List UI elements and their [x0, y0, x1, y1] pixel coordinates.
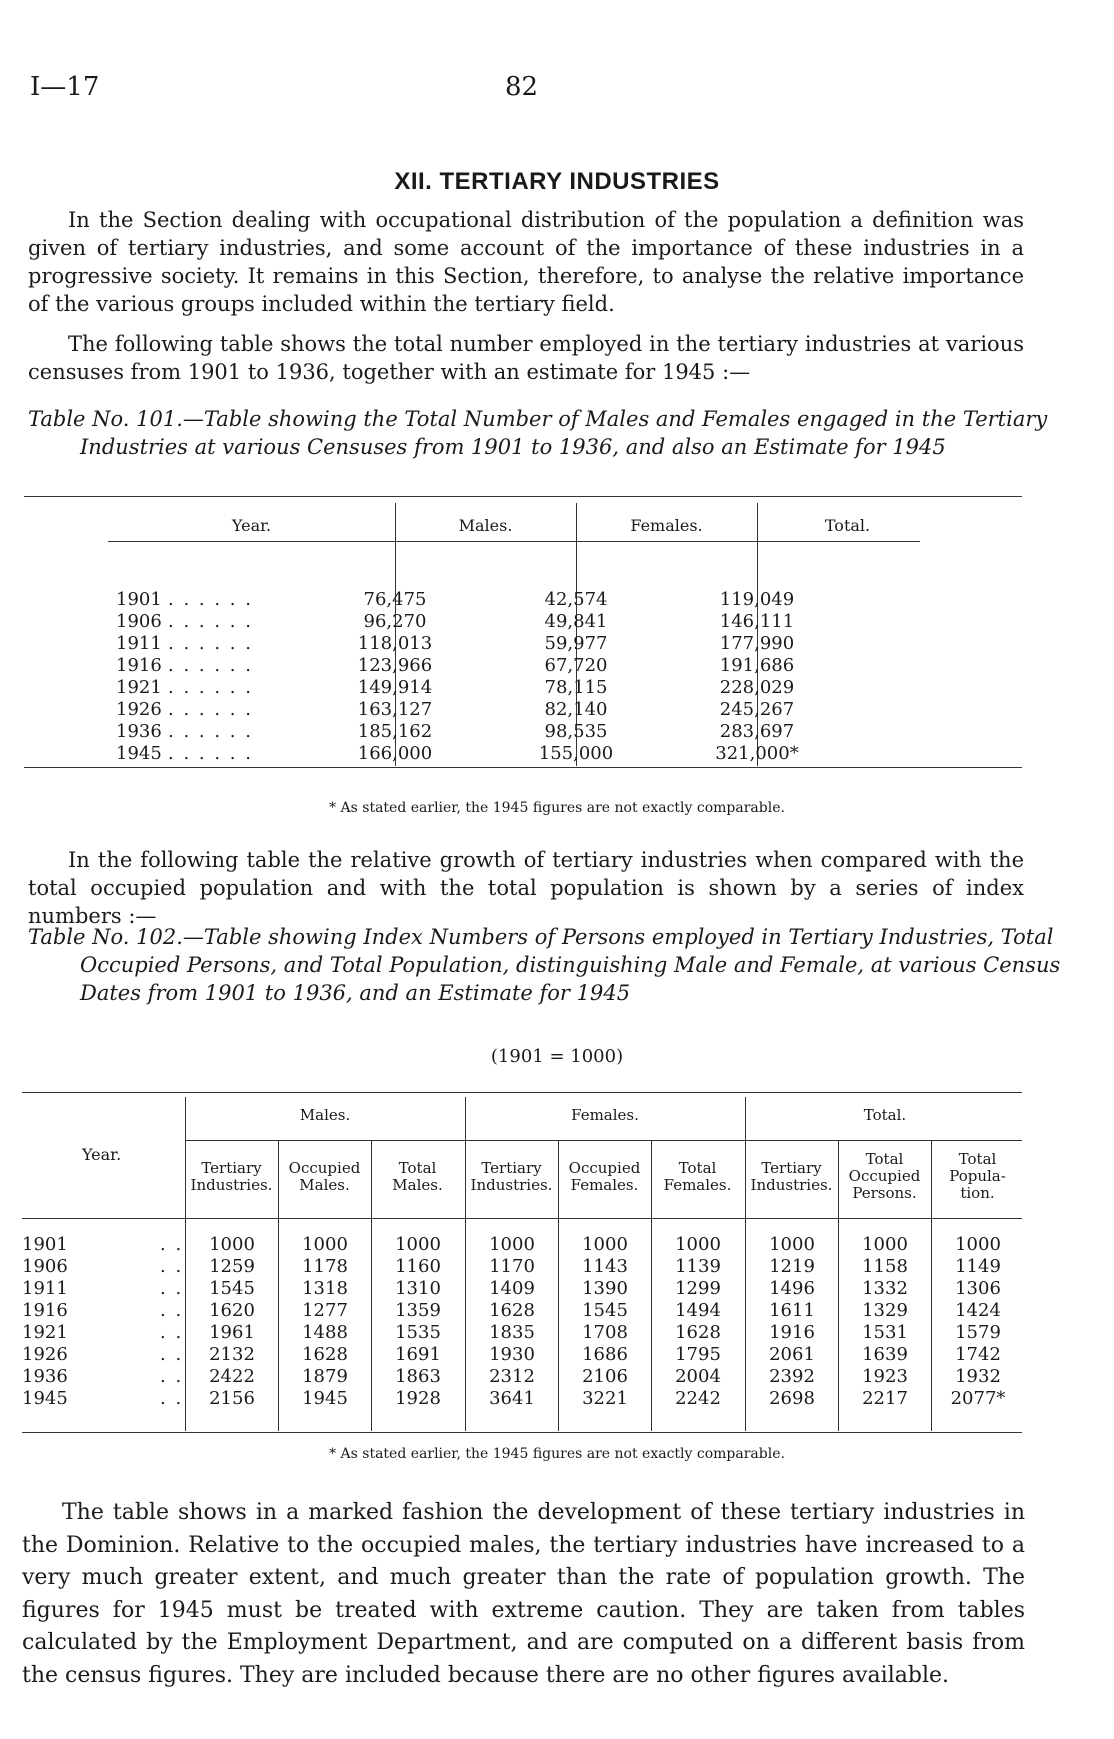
index-cell: 1545	[209, 1278, 255, 1299]
table-row	[22, 1256, 1022, 1278]
table1-header-males: Males.	[458, 516, 513, 535]
table-row	[108, 655, 920, 677]
index-cell: 1000	[489, 1234, 535, 1255]
index-cell: 1306	[955, 1278, 1001, 1299]
leader-dots: . .	[160, 1344, 184, 1365]
total-cell: 321,000*	[715, 743, 799, 764]
index-cell: 1686	[582, 1344, 628, 1365]
total-cell: 245,267	[719, 699, 795, 720]
index-cell: 1930	[489, 1344, 535, 1365]
index-cell: 2242	[675, 1388, 721, 1409]
year-cell: 1906	[116, 611, 162, 632]
females-cell: 155,000	[538, 743, 614, 764]
females-cell: 67,720	[544, 655, 608, 676]
leader-dots: . .	[160, 1278, 184, 1299]
leader-dots: . . . . . .	[168, 677, 253, 698]
table1-header-females: Females.	[630, 516, 703, 535]
leader-dots: . . . . . .	[168, 589, 253, 610]
index-cell: 1835	[489, 1322, 535, 1343]
table1-header-rule	[108, 541, 920, 542]
index-cell: 1795	[675, 1344, 721, 1365]
table-row	[108, 743, 920, 765]
table2-subheader: Tertiary Industries.	[190, 1159, 273, 1194]
index-cell: 1863	[395, 1366, 441, 1387]
index-cell: 1639	[862, 1344, 908, 1365]
table-row	[108, 633, 920, 655]
index-cell: 1708	[582, 1322, 628, 1343]
index-cell: 1620	[209, 1300, 255, 1321]
index-cell: 1879	[302, 1366, 348, 1387]
males-cell: 185,162	[357, 721, 433, 742]
year-cell: 1916	[116, 655, 162, 676]
index-cell: 1000	[302, 1234, 348, 1255]
year-cell: 1926	[22, 1344, 68, 1365]
section-title: XII. TERTIARY INDUSTRIES	[394, 168, 720, 195]
index-cell: 2106	[582, 1366, 628, 1387]
total-cell: 177,990	[719, 633, 795, 654]
index-cell: 1923	[862, 1366, 908, 1387]
intro-paragraph: In the Section dealing with occupational distribution of the population a definition was given of tertiary industries, and some account of the importance of these industries in a progressive society. It remains in this Section, therefore, to analyse the relative importance of the various groups included within the tertiary field.	[28, 208, 1024, 316]
leader-dots: . .	[160, 1322, 184, 1343]
males-cell: 149,914	[357, 677, 433, 698]
index-cell: 1259	[209, 1256, 255, 1277]
index-cell: 1000	[955, 1234, 1001, 1255]
table2-subheader: Tertiary Industries.	[470, 1159, 553, 1194]
females-cell: 98,535	[544, 721, 608, 742]
index-cell: 1494	[675, 1300, 721, 1321]
index-cell: 1310	[395, 1278, 441, 1299]
index-cell: 2077*	[950, 1388, 1006, 1409]
year-cell: 1936	[116, 721, 162, 742]
leader-dots: . .	[160, 1234, 184, 1255]
table2-group-rule	[185, 1140, 1022, 1141]
index-cell: 1318	[302, 1278, 348, 1299]
index-cell: 1691	[395, 1344, 441, 1365]
table-row	[22, 1388, 1022, 1410]
index-cell: 1961	[209, 1322, 255, 1343]
table2-subheader: Occupied Females.	[568, 1159, 641, 1194]
index-cell: 1628	[302, 1344, 348, 1365]
table2-group-females: Females.	[571, 1106, 639, 1124]
females-cell: 59,977	[544, 633, 608, 654]
index-cell: 1390	[582, 1278, 628, 1299]
index-cell: 1000	[582, 1234, 628, 1255]
index-cell: 3221	[582, 1388, 628, 1409]
index-cell: 1178	[302, 1256, 348, 1277]
index-cell: 2061	[769, 1344, 815, 1365]
leader-dots: . . . . . .	[168, 655, 253, 676]
index-cell: 1545	[582, 1300, 628, 1321]
table1-header-total: Total.	[824, 516, 871, 535]
table-row	[108, 677, 920, 699]
table1-intro-paragraph: The following table shows the total number employed in the tertiary industries at various censuses from 1901 to 1936, together with an estimate for 1945 :—	[28, 332, 1024, 384]
year-cell: 1936	[22, 1366, 68, 1387]
table2-group-males: Males.	[299, 1106, 351, 1124]
females-cell: 49,841	[544, 611, 608, 632]
index-cell: 1000	[862, 1234, 908, 1255]
index-cell: 1531	[862, 1322, 908, 1343]
index-base: (1901 = 1000)	[490, 1046, 624, 1067]
index-cell: 1332	[862, 1278, 908, 1299]
table2-header-year: Year.	[82, 1145, 122, 1164]
index-cell: 1000	[395, 1234, 441, 1255]
index-cell: 1000	[675, 1234, 721, 1255]
table2-bottom-rule	[22, 1432, 1022, 1433]
index-cell: 1928	[395, 1388, 441, 1409]
table-row	[22, 1366, 1022, 1388]
table2-header-rule	[22, 1218, 1022, 1219]
index-cell: 2217	[862, 1388, 908, 1409]
index-cell: 1488	[302, 1322, 348, 1343]
leader-dots: . . . . . .	[168, 699, 253, 720]
table-row	[22, 1234, 1022, 1256]
index-cell: 1496	[769, 1278, 815, 1299]
index-cell: 1329	[862, 1300, 908, 1321]
year-cell: 1901	[116, 589, 162, 610]
table-row	[108, 721, 920, 743]
total-cell: 191,686	[719, 655, 795, 676]
index-cell: 1628	[489, 1300, 535, 1321]
total-cell: 119,049	[719, 589, 795, 610]
table-row	[108, 699, 920, 721]
index-cell: 2004	[675, 1366, 721, 1387]
table2-caption: Table No. 102.—Table showing Index Numbers of Persons employed in Tertiary Industries, Total Occupied Persons, and Total Population, distinguishing Male and Female, at various Census Dates from 1901 to 1936, and an Estimate for 1945	[28, 925, 1061, 1005]
table-row	[22, 1322, 1022, 1344]
index-cell: 1170	[489, 1256, 535, 1277]
year-cell: 1921	[22, 1322, 68, 1343]
females-cell: 42,574	[544, 589, 608, 610]
year-cell: 1911	[22, 1278, 68, 1299]
males-cell: 96,270	[363, 611, 427, 632]
table1-footnote: * As stated earlier, the 1945 figures are not exactly comparable.	[329, 800, 785, 816]
conclusion-paragraph: The table shows in a marked fashion the development of these tertiary industries in the Dominion. Relative to the occupied males, the tertiary industries have increased to a very much greater extent, and much greater than the rate of population growth. The figures for 1945 must be treated with extreme caution. They are taken from tables calculated by the Employment Department, and are computed on a different basis from the census figures. They are included because there are no other figures available.	[22, 1500, 1025, 1688]
index-cell: 1160	[395, 1256, 441, 1277]
table2-subheader: Total Popula- tion.	[949, 1150, 1006, 1202]
table1-caption: Table No. 101.—Table showing the Total Number of Males and Females engaged in the Tertiary Industries at various Censuses from 1901 to 1936, and also an Estimate for 1945	[28, 407, 1048, 459]
total-cell: 283,697	[719, 721, 795, 742]
index-cell: 1359	[395, 1300, 441, 1321]
index-cell: 1000	[209, 1234, 255, 1255]
leader-dots: . . . . . .	[168, 633, 253, 654]
year-cell: 1911	[116, 633, 162, 654]
males-cell: 163,127	[357, 699, 433, 720]
table-row	[22, 1300, 1022, 1322]
year-cell: 1921	[116, 677, 162, 698]
table1-top-rule	[24, 496, 1022, 497]
table-row	[22, 1278, 1022, 1300]
leader-dots: . .	[160, 1388, 184, 1409]
index-cell: 1149	[955, 1256, 1001, 1277]
leader-dots: . .	[160, 1366, 184, 1387]
index-cell: 2132	[209, 1344, 255, 1365]
index-cell: 1535	[395, 1322, 441, 1343]
leader-dots: . . . . . .	[168, 611, 253, 632]
index-cell: 1579	[955, 1322, 1001, 1343]
index-cell: 1277	[302, 1300, 348, 1321]
table-row	[108, 611, 920, 633]
leader-dots: . .	[160, 1300, 184, 1321]
index-cell: 3641	[489, 1388, 535, 1409]
index-cell: 1916	[769, 1322, 815, 1343]
year-cell: 1945	[22, 1388, 68, 1409]
leader-dots: . .	[160, 1256, 184, 1277]
table1-header-year: Year.	[231, 516, 272, 535]
index-cell: 2698	[769, 1388, 815, 1409]
males-cell: 118,013	[357, 633, 433, 654]
index-cell: 1932	[955, 1366, 1001, 1387]
table-row	[22, 1344, 1022, 1366]
table2-subheader: Occupied Males.	[288, 1159, 361, 1194]
year-cell: 1926	[116, 699, 162, 720]
males-cell: 123,966	[357, 655, 433, 676]
index-cell: 1158	[862, 1256, 908, 1277]
table2-subheader: Total Occupied Persons.	[848, 1150, 921, 1202]
table2-top-rule	[22, 1092, 1022, 1093]
leader-dots: . . . . . .	[168, 721, 253, 742]
table2-group-total: Total.	[863, 1106, 907, 1124]
year-cell: 1901	[22, 1234, 68, 1255]
total-cell: 146,111	[719, 611, 795, 632]
page-number: 82	[505, 72, 539, 102]
table2-subheader: Total Males.	[392, 1159, 443, 1194]
index-cell: 2156	[209, 1388, 255, 1409]
table-row	[108, 589, 920, 611]
table2-subheader: Total Females.	[663, 1159, 732, 1194]
index-cell: 1000	[769, 1234, 815, 1255]
leader-dots: . . . . . .	[168, 743, 253, 764]
year-cell: 1916	[22, 1300, 68, 1321]
document-reference: I—17	[30, 72, 100, 102]
index-cell: 1424	[955, 1300, 1001, 1321]
females-cell: 82,140	[544, 699, 608, 720]
index-cell: 2392	[769, 1366, 815, 1387]
table1-bottom-rule	[24, 767, 1022, 768]
index-cell: 1143	[582, 1256, 628, 1277]
table2-intro-paragraph: In the following table the relative growth of tertiary industries when compared with the total occupied population and with the total population is shown by a series of index numbers :—	[28, 848, 1024, 928]
males-cell: 166,000	[357, 743, 433, 764]
index-cell: 1628	[675, 1322, 721, 1343]
males-cell: 76,475	[363, 589, 427, 610]
year-cell: 1906	[22, 1256, 68, 1277]
year-cell: 1945	[116, 743, 162, 764]
index-cell: 1742	[955, 1344, 1001, 1365]
females-cell: 78,115	[544, 677, 608, 698]
table2-subheader: Tertiary Industries.	[750, 1159, 833, 1194]
index-cell: 1945	[302, 1388, 348, 1409]
table2-footnote: * As stated earlier, the 1945 figures are not exactly comparable.	[329, 1446, 785, 1462]
index-cell: 1611	[769, 1300, 815, 1321]
index-cell: 1409	[489, 1278, 535, 1299]
index-cell: 2312	[489, 1366, 535, 1387]
index-cell: 1139	[675, 1256, 721, 1277]
index-cell: 1219	[769, 1256, 815, 1277]
index-cell: 1299	[675, 1278, 721, 1299]
total-cell: 228,029	[719, 677, 795, 698]
index-cell: 2422	[209, 1366, 255, 1387]
